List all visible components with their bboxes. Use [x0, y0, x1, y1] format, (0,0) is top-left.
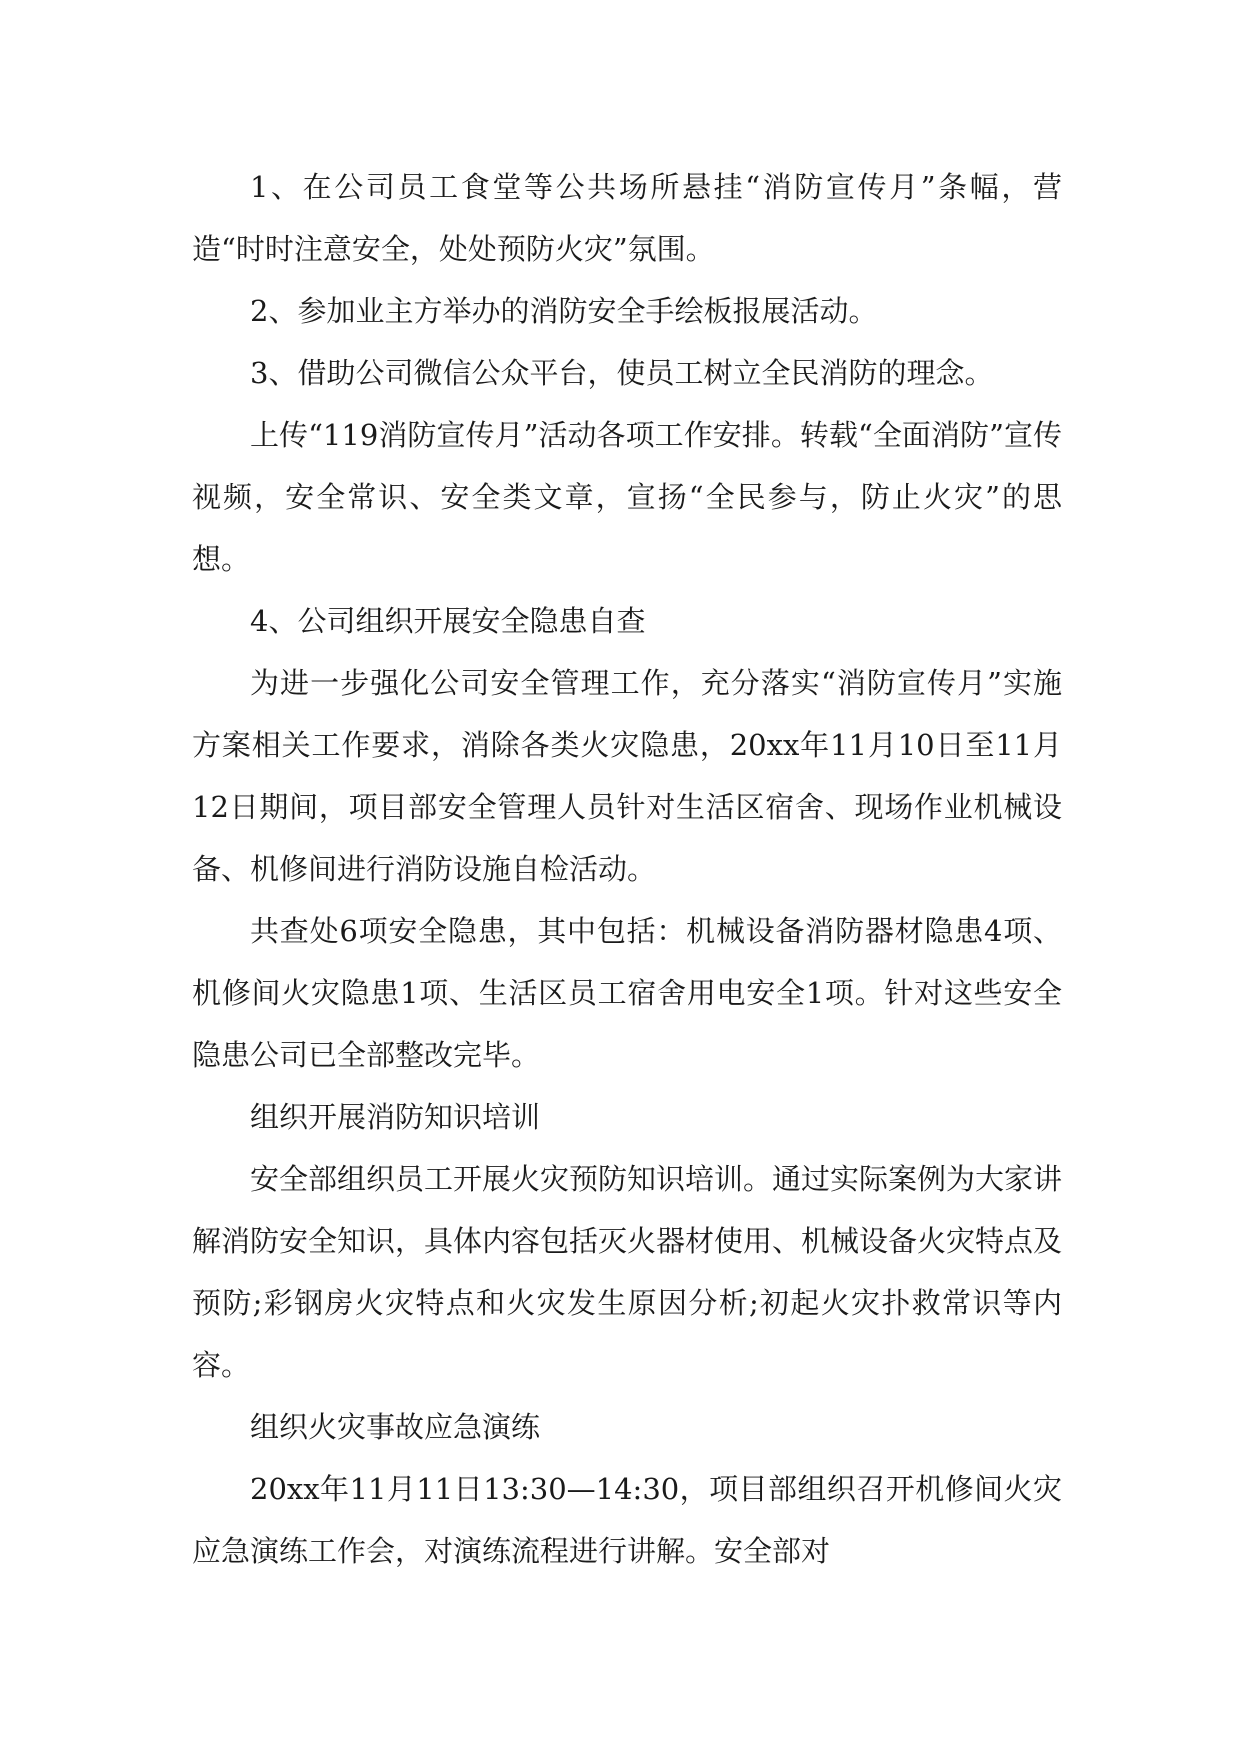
- paragraph-board-exhibit: 2、参加业主方举办的消防安全手绘板报展活动。: [250, 294, 878, 328]
- paragraph-drill-detail: 20xx年11月11日13:30—14:30，项目部组织召开机修间火灾应急演练工作会，对演练流程进行讲解。安全部对: [192, 1472, 1062, 1568]
- paragraph-hazards-found: 共查处6项安全隐患，其中包括：机械设备消防器材隐患4项、机修间火灾隐患1项、生活区员工宿舍用电安全1项。针对这些安全隐患公司已全部整改完毕。: [192, 914, 1062, 1072]
- paragraph-upload-activity: 上传“119消防宣传月”活动各项工作安排。转载“全面消防”宣传视频，安全常识、安全类文章，宣扬“全民参与，防止火灾”的思想。: [192, 418, 1062, 576]
- paragraph-drill-heading: 组织火灾事故应急演练: [250, 1410, 541, 1444]
- paragraph-training-heading: 组织开展消防知识培训: [250, 1100, 541, 1134]
- paragraph-banner: 1、在公司员工食堂等公共场所悬挂“消防宣传月”条幅，营造“时时注意安全，处处预防火灾”氛围。: [192, 170, 1062, 266]
- paragraph-self-inspection-detail: 为进一步强化公司安全管理工作，充分落实“消防宣传月”实施方案相关工作要求，消除各类火灾隐患，20xx年11月10日至11月12日期间，项目部安全管理人员针对生活区宿舍、现场作业机械设备、机修间进行消防设施自检活动。: [192, 666, 1062, 886]
- paragraph-wechat-platform: 3、借助公司微信公众平台，使员工树立全民消防的理念。: [250, 356, 994, 390]
- paragraph-training-detail: 安全部组织员工开展火灾预防知识培训。通过实际案例为大家讲解消防安全知识，具体内容包括灭火器材使用、机械设备火灾特点及预防;彩钢房火灾特点和火灾发生原因分析;初起火灾扑救常识等内容。: [192, 1162, 1063, 1382]
- paragraph-self-inspection-heading: 4、公司组织开展安全隐患自查: [250, 604, 646, 638]
- document-body: [192, 156, 1062, 1582]
